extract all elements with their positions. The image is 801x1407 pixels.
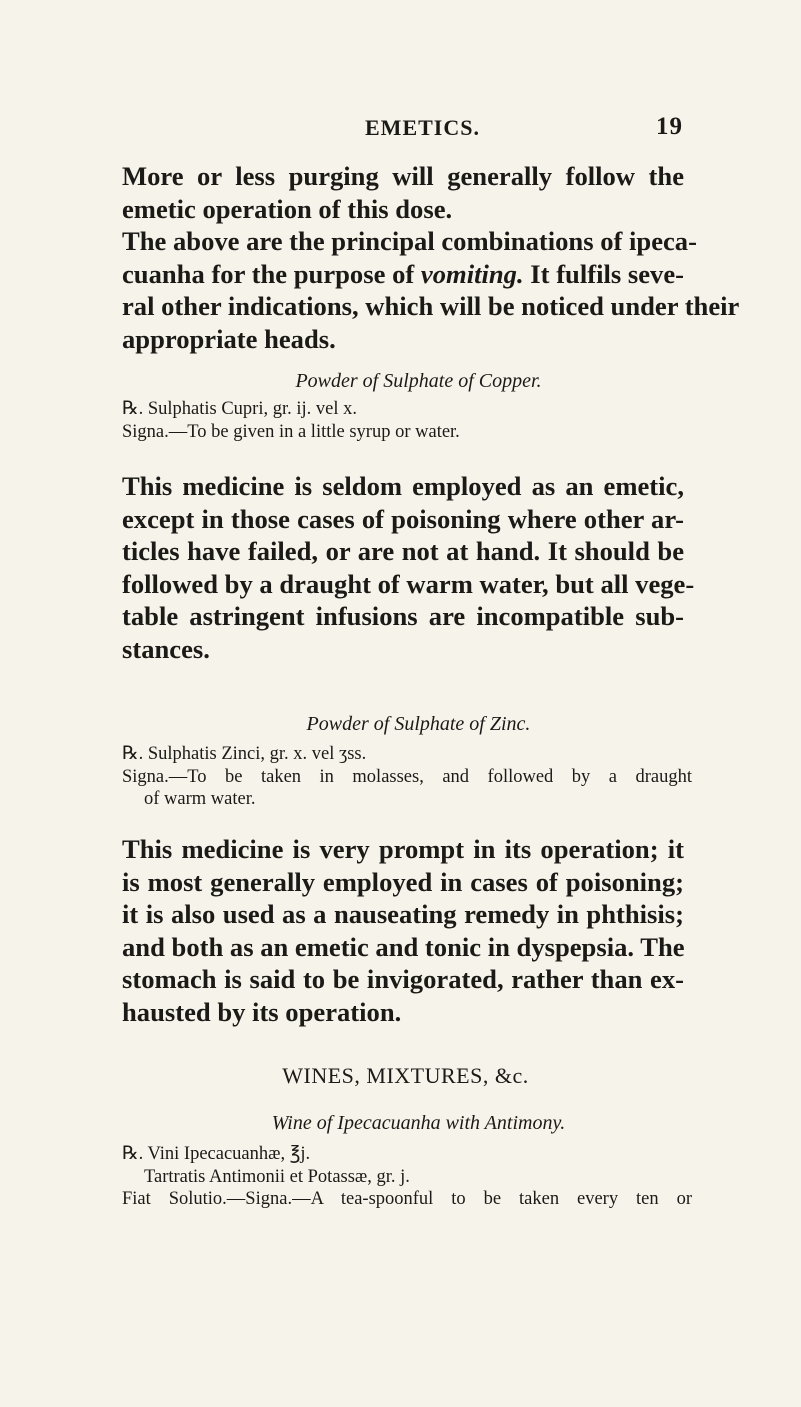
text-line: is most generally employed in cases of poisoning; [122, 866, 684, 897]
recipe-copper [122, 398, 692, 443]
text-line: stomach is said to be invigorated, rather than ex- [122, 964, 684, 994]
text-line: emetic operation of this dose. [122, 193, 453, 224]
recipe-line: Fiat Solutio.—Signa.—A tea-spoonful to be taken every ten or [122, 1189, 692, 1209]
emphasis-vomiting: vomiting. [420, 258, 524, 289]
text-line: appropriate heads. [122, 323, 336, 354]
text-line: stances. [122, 633, 210, 664]
recipe-line: of warm water. [144, 789, 256, 809]
text-line: ral other indications, which will be noticed under their [122, 291, 740, 321]
recipe-title-wine: Wine of Ipecacuanha with Antimony. [271, 1112, 566, 1134]
recipe-line: ℞. Sulphatis Zinci, gr. x. vel ʒss. [122, 744, 367, 764]
recipe-line: ℞. Sulphatis Cupri, gr. ij. vel x. [122, 399, 357, 419]
text-line: except in those cases of poisoning where other ar- [122, 503, 684, 534]
text-line: The above are the principal combinations of ipeca- [122, 226, 697, 256]
running-header [0, 115, 801, 145]
section-heading: WINES, MIXTURES, &c. [282, 1063, 529, 1088]
recipe-zinc [122, 743, 692, 811]
text-span: It fulfils seve- [523, 258, 685, 289]
paragraph-zinc-notes [122, 833, 684, 1028]
text-line: This medicine is seldom employed as an emetic, [122, 471, 684, 501]
recipe-line: Signa.—To be taken in molasses, and followed by a draught [122, 766, 692, 787]
text-line: and both as an emetic and tonic in dyspepsia. The [122, 931, 685, 962]
recipe-title-copper: Powder of Sulphate of Copper. [295, 370, 542, 392]
paragraph-combinations [122, 225, 740, 355]
text-line: table astringent infusions are incompatible sub- [122, 601, 684, 631]
recipe-title-zinc: Powder of Sulphate of Zinc. [306, 713, 531, 735]
recipe-line: Signa.—To be given in a little syrup or water. [122, 421, 460, 442]
recipe-line: ℞. Vini Ipecacuanhæ, ℥j. [122, 1144, 311, 1164]
recipe-wine [122, 1143, 692, 1211]
paragraph-copper-notes [122, 470, 695, 665]
paragraph-purging [122, 160, 684, 225]
text-line: ticles have failed, or are not at hand. It should be [122, 536, 684, 566]
text-line [122, 258, 684, 291]
recipe-line: Tartratis Antimonii et Potassæ, gr. j. [144, 1166, 410, 1187]
text-line: This medicine is very prompt in its operation; it [122, 834, 684, 864]
text-line: followed by a draught of warm water, but all vege- [122, 568, 695, 599]
text-line: it is also used as a nauseating remedy in phthisis; [122, 899, 684, 929]
text-span: cuanha for the purpose of [122, 258, 421, 289]
header-title: EMETICS. [365, 115, 480, 140]
page-number: 19 [656, 113, 683, 140]
text-line: More or less purging will generally follow the [122, 161, 684, 191]
text-line: hausted by its operation. [122, 996, 402, 1027]
